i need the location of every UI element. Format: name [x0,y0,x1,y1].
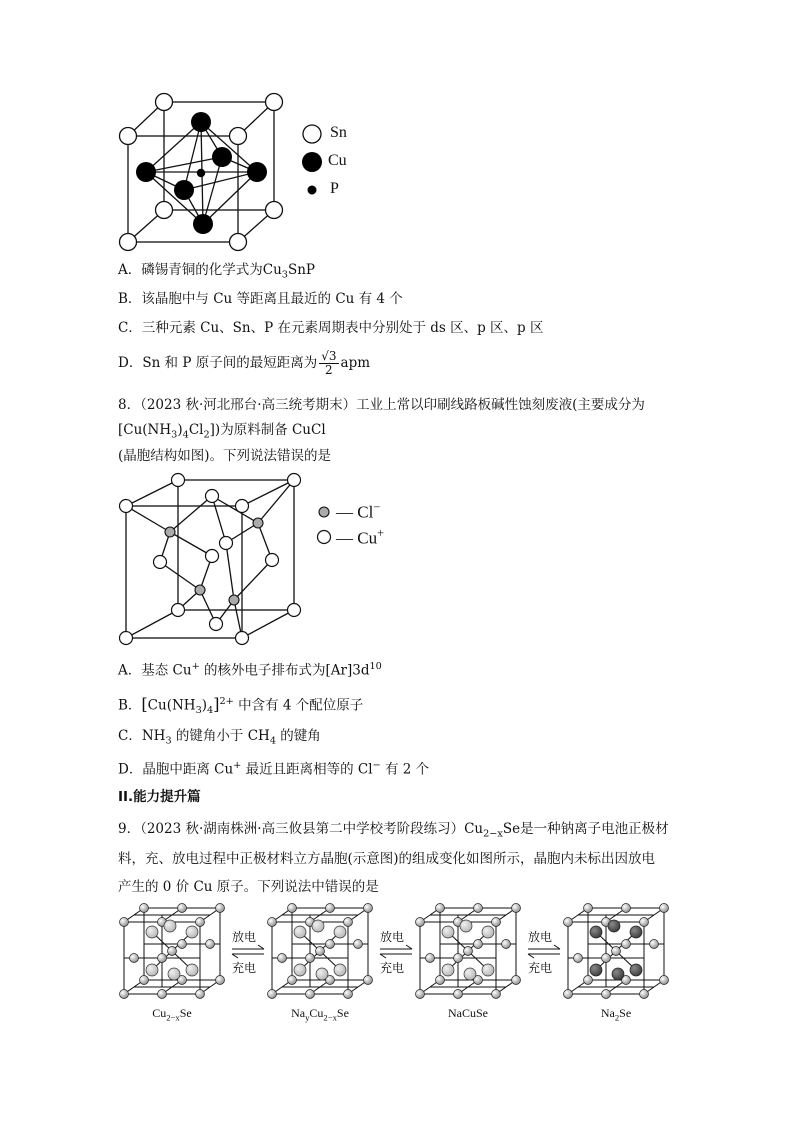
sn-atom [230,234,247,251]
formula-part: Cu [309,1006,324,1020]
q8-stem-line-3: (晶胞结构如图)。下列说法错误的是 [118,448,332,464]
cell-nacu2xse [268,904,373,999]
formula-part: Se [179,1006,192,1020]
formula-part: Cu(NH [147,697,196,714]
q9-stem-text: 是一种钠离子电池正极材 [520,821,669,837]
legend-q7-symbols [300,122,324,202]
legend-cu: Cu [328,152,347,169]
charge: − [372,760,381,771]
formula-sub: 3 [195,705,202,717]
na-site [630,964,642,976]
cu-site [482,964,494,976]
cu-atom [174,180,194,200]
cu-site [334,964,346,976]
formula: Cu [262,262,282,278]
fraction [319,350,338,377]
cu-legend-circle [318,531,331,544]
cu-site [164,920,176,932]
equilibrium-arrow-2 [380,945,412,958]
cu-site [442,926,454,938]
q8-option-a[interactable] [118,657,382,681]
q8-option-c-text: 的键角 [276,728,321,744]
q9-stem-line-1 [118,819,669,845]
formula-sub: 3 [281,269,288,281]
charge: + [377,526,384,540]
equilibrium-arrow-1 [232,945,264,958]
cu-site [312,920,324,932]
caption-cu2xse [112,1006,232,1022]
fraction-numerator: √3 [321,349,337,363]
fraction-denominator: 2 [325,363,333,377]
cu-ion [172,604,185,617]
superscript: 10 [369,661,382,672]
sn-atom [230,128,247,145]
formula-part: Se [336,1006,349,1020]
cu-ion [266,554,279,567]
arrow-2-bottom: 充电 [380,961,405,975]
q7-option-d[interactable] [118,350,370,377]
q7-option-a[interactable] [118,260,315,286]
arrow-2-top: 放电 [380,930,405,944]
cu-site [168,968,180,980]
cu-ion [236,632,249,645]
sn-atom [266,94,283,111]
na-site [590,926,602,938]
charge: − [373,500,381,514]
caption-na2se [556,1006,676,1022]
formula-part: Na [600,1006,615,1020]
cl-ion [253,518,263,528]
formula-part: [Cu(NH [118,422,172,438]
legend-q8-symbols [314,502,334,548]
cu-atom [191,112,211,132]
q8-option-b-text: 中含有 4 个配位原子 [233,697,364,714]
sn-atom [120,234,137,251]
arrow-3-top: 放电 [528,930,553,944]
p-legend-dot [308,186,317,195]
caption-nacu2xse [260,1006,380,1022]
cu-ion [172,474,185,487]
section-title: II.能力提升篇 [118,789,201,805]
formula-sub: 2 [203,429,210,441]
formula-sub: 2−x [483,828,503,840]
figure-q9-cells [116,902,676,1002]
left-bracket: [ [141,694,148,714]
cu-ion [154,556,167,569]
q8-option-b-label: B． [118,697,142,714]
cu-site [294,926,306,938]
equilibrium-arrow-3 [528,945,560,958]
cu-ion [288,604,301,617]
sn-atom [266,202,283,219]
cu-ion [120,632,133,645]
sn-atom [156,202,173,219]
q9-stem-line-3: 产生的 0 价 Cu 原子。下列说法中错误的是 [118,879,379,895]
p-atom [197,169,205,177]
caption-nacuse [408,1006,528,1021]
q9-stem-line-2: 料，充、放电过程中正极材料立方晶胞(示意图)的组成变化如图所示，晶胞内未标出因放电 [118,851,656,867]
q8-stem-line-2 [118,420,326,446]
cu-atom [212,147,232,167]
legend-cu-text: — Cu [336,528,378,548]
formula-part: ) [177,422,183,438]
cu-ion [288,474,301,487]
cu-site [482,926,494,938]
formula-sub: y [305,1012,310,1023]
q8-option-d-text: 有 2 个 [380,761,430,778]
charge: + [233,760,242,771]
q7-option-c[interactable]: C．三种元素 Cu、Sn、P 在元素周期表中分别处于 ds 区、p 区、p 区 [118,320,544,336]
formula-tail: SnP [287,262,315,278]
formula-part: Se [502,821,521,837]
cu-ion [236,500,249,513]
q7-option-d-text: D．Sn 和 P 原子间的最短距离为 [118,355,318,371]
q9-stem-text: 9．（2023 秋·湖南株洲·高三攸县第二中学校考阶段练习） [118,821,465,837]
na-site [630,926,642,938]
cu-ion [120,500,133,513]
formula-sub: 4 [269,735,277,747]
formula-part: NaCuSe [448,1006,488,1020]
q8-option-d-text: 最近且距离相等的 Cl [241,761,373,778]
cu-site [460,920,472,932]
cl-legend-circle [319,507,329,517]
legend-cl-text: — Cl [336,502,374,522]
cu-atom [193,214,213,234]
cu-site [294,964,306,976]
cu-site [146,964,158,976]
formula-sub: 2 [614,1012,620,1023]
arrow-3-bottom: 充电 [528,961,553,975]
cu-ion [206,550,219,563]
figure-cucl-cell [112,470,312,648]
formula-part: Cl [188,422,204,438]
cu-site [464,968,476,980]
arrow-1-top: 放电 [232,930,257,944]
formula-part: Cu [464,821,484,837]
arrow-1-bottom: 充电 [232,961,257,975]
q8-option-d[interactable] [118,756,429,780]
q8-option-a-text: A．基态 Cu [118,662,192,679]
unit: apm [340,355,371,371]
cu-legend-circle [302,152,322,172]
formula-part: CH [247,728,270,744]
formula-sub: 3 [165,735,172,747]
q8-option-c-label: C． [118,728,142,744]
cu-ion [206,490,219,503]
cl-ion [195,585,205,595]
cu-site [334,926,346,938]
cell-cu2xse [120,904,225,999]
cl-ion [229,595,239,605]
na-site [590,964,602,976]
na-site [612,968,624,980]
cu-site [316,968,328,980]
sn-atom [156,94,173,111]
formula-part: ) [201,697,208,714]
formula-part: ])为原料制备 CuCl [209,422,326,438]
formula-sub: 4 [182,429,189,441]
legend-cl [336,500,380,523]
formula-sub: 2−x [166,1012,180,1023]
legend-cu-plus [336,526,384,549]
formula-part: Cu [152,1006,167,1020]
cell-nacuse [416,904,521,999]
q7-option-b[interactable]: B．该晶胞中与 Cu 等距离且最近的 Cu 有 4 个 [118,291,403,307]
legend-p: P [330,180,339,197]
q8-option-c-text: 的键角小于 [171,728,248,744]
cu-site [186,926,198,938]
q8-option-c[interactable] [118,726,321,752]
formula-part: Se [619,1006,632,1020]
cu-site [442,964,454,976]
q8-option-b[interactable] [118,690,363,723]
q7-option-a-text: A．磷锡青铜的化学式为 [118,262,263,278]
formula-sub: 2−x [323,1012,337,1023]
sn-atom [120,128,137,145]
q8-option-a-text: 的核外电子排布式为[Ar]3d [199,662,370,679]
q8-stem-line-1: 8．（2023 秋·河北邢台·高三统考期末）工业上常以印刷线路板碱性蚀刻废液(主要成分为 [118,397,645,413]
na-site [608,920,620,932]
q8-option-d-text: D．晶胞中距离 Cu [118,761,234,778]
cu-atom [136,162,156,182]
cell-na2se [564,904,669,999]
charge: + [191,661,200,672]
cu-ion [210,618,223,631]
cl-ion [165,527,175,537]
sn-legend-circle [303,125,321,143]
charge: 2+ [219,696,234,707]
right-bracket: ] [213,694,220,714]
figure-cu3snp-cell [112,92,312,254]
cu-atom [247,162,267,182]
formula-part: NH [141,728,166,744]
cu-ion [220,537,233,550]
legend-sn: Sn [330,124,347,141]
cu-site [146,926,158,938]
formula-part: Na [291,1006,306,1020]
formula-sub: 4 [207,705,214,717]
formula-sub: 3 [171,429,178,441]
cu-site [186,964,198,976]
